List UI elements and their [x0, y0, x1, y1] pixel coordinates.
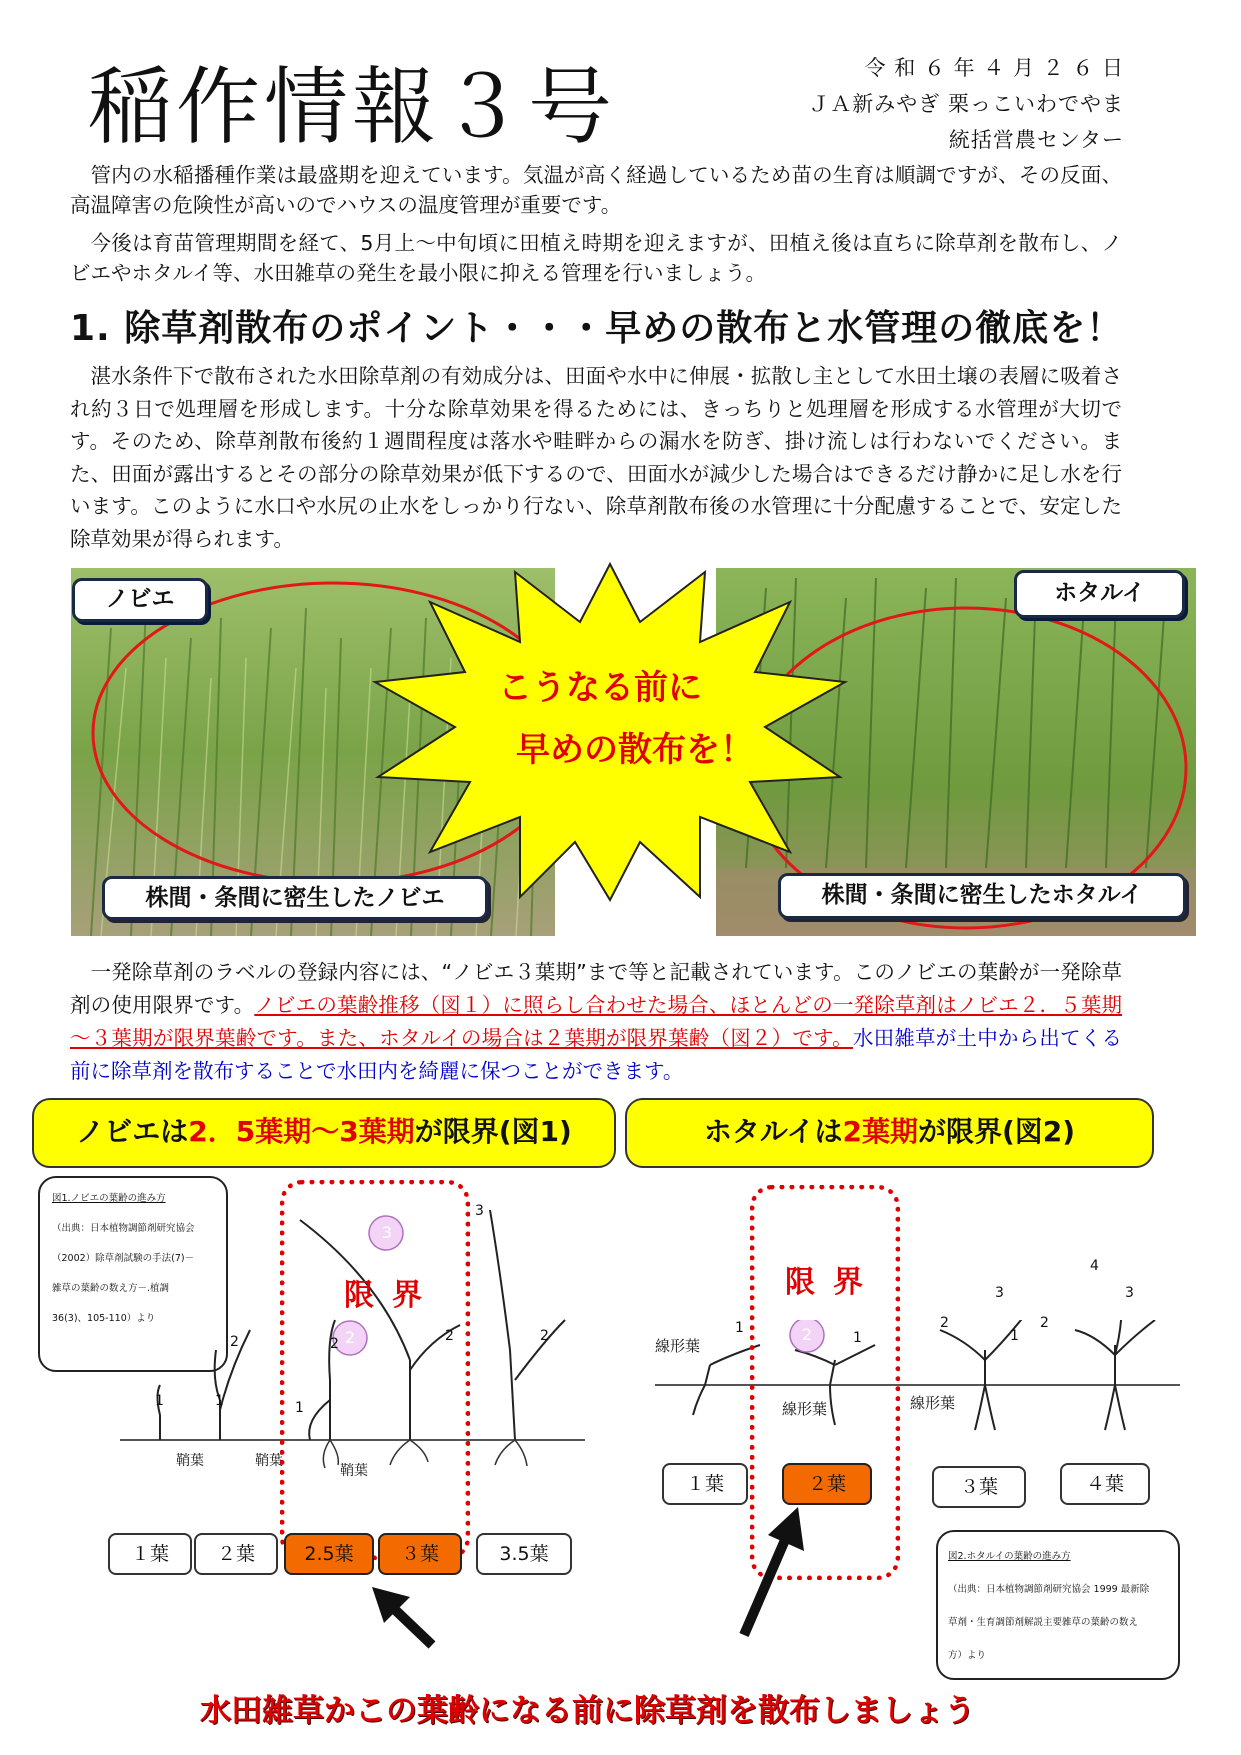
hotarui-callout-a: ホタルイは — [703, 1115, 843, 1148]
fig2-circle-2: 2 — [801, 1325, 813, 1344]
fig2-stage-2: ２葉 — [782, 1463, 872, 1505]
fig2-num-f: 2 — [1040, 1315, 1049, 1331]
burst-text-1: こうなる前に — [498, 668, 702, 708]
hotarui-limit-callout — [625, 1098, 1154, 1168]
burst-text-2: 早めの散布を！ — [516, 730, 754, 770]
fig2-cite-line2: 草剤・生育調節剤解説主要雑草の葉齢の数え — [948, 1617, 1139, 1628]
hotarui-leaf-stage-illustration — [655, 1320, 1185, 1440]
fig1-limit-frame — [280, 1180, 470, 1560]
fig2-num-c: 2 — [940, 1315, 949, 1331]
fig1-stage-3: ３葉 — [378, 1533, 462, 1575]
fig1-sheath-2: 鞘葉 — [255, 1453, 283, 1469]
fig1-arrow-icon — [370, 1585, 450, 1655]
limit-text-black: 一発除草剤のラベルの登録内容には、“ノビエ３葉期”まで等と記載されています。このノビエの葉齢が一発除草剤の使用限界です。 — [70, 960, 1122, 1017]
fig2-arrow-icon — [730, 1505, 810, 1645]
fig1-num-h: 2 — [540, 1328, 549, 1344]
section-heading: 1. 除草剤散布のポイント・・・早めの散布と水管理の徹底を！ — [70, 308, 1124, 349]
fig2-num-e: 3 — [995, 1285, 1004, 1301]
intro-paragraph-2: 今後は育苗管理期間を経て、5月上～中旬頃に田植え時期を迎えますが、田植え後は直ちに除草剤を散布し、ノビエやホタルイ等、水田雑草の発生を最小限に抑える管理を行いましょう。 — [70, 231, 1122, 285]
fig2-linear-leaf-2: 線形葉 — [782, 1400, 828, 1418]
fig1-cite-line2: （2002）除草剤試験の手法(7)－ — [52, 1253, 195, 1264]
nobie-tag: ノビエ — [72, 578, 208, 622]
fig1-num-g: 3 — [475, 1203, 484, 1219]
fig1-stage-3-5: 3.5葉 — [476, 1533, 572, 1575]
fig1-num-c: 2 — [230, 1334, 239, 1350]
nobie-callout-a: ノビエは — [76, 1115, 189, 1148]
fig1-stage-2-5: 2.5葉 — [284, 1533, 374, 1575]
intro-paragraph-1: 管内の水稲播種作業は最盛期を迎えています。気温が高く経過しているため苗の生育は順調ですが、その反面、高温障害の危険性が高いのでハウスの温度管理が重要です。 — [70, 163, 1122, 217]
fig2-num-b: 1 — [853, 1330, 862, 1346]
fig2-linear-leaf-1: 線形葉 — [655, 1337, 701, 1355]
fig2-stage-3: ３葉 — [932, 1466, 1026, 1508]
fig1-stage-1: １葉 — [108, 1533, 192, 1575]
fig1-cite-line1: （出典：日本植物調節剤研究協会 — [52, 1223, 195, 1234]
fig2-stage-1: １葉 — [662, 1463, 748, 1505]
hotarui-callout-b: が限界(図2) — [918, 1115, 1076, 1148]
fig2-linear-leaf-3: 線形葉 — [910, 1394, 956, 1412]
fig2-num-d: 1 — [1010, 1328, 1019, 1344]
limit-text-blue: 水田雑草が土中から出てくる前に除草剤を散布することで水田内を綺麗に保つことができます。 — [70, 1026, 1122, 1083]
fig1-cite-line3: 雑草の葉齢の数え方－.植調 — [52, 1283, 170, 1294]
page-title: 稲作情報３号 — [88, 58, 617, 156]
nobie-caption: 株間・条間に密生したノビエ — [102, 876, 488, 920]
fig1-stage-2: ２葉 — [194, 1533, 278, 1575]
footer-message: 水田雑草かこの葉齢になる前に除草剤を散布しましょう — [200, 1693, 975, 1729]
hotarui-tag: ホタルイ — [1014, 570, 1185, 618]
fig2-num-h: 3 — [1125, 1285, 1134, 1301]
fig1-sheath-1: 鞘葉 — [176, 1453, 204, 1469]
fig2-cite-line3: 方）より — [948, 1650, 987, 1661]
fig2-citation — [936, 1530, 1180, 1680]
nobie-callout-b: が限界(図1) — [414, 1115, 572, 1148]
limit-text-red: ノビエの葉齢推移（図１）に照らし合わせた場合、ほとんどの一発除草剤はノビエ２．５葉期～３葉期が限界葉齢です。また、ホタルイの場合は２葉期が限界葉齢（図２）です。 — [70, 993, 1122, 1050]
organization-name: ＪＡ新みやぎ 栗っこいわでやま — [808, 92, 1124, 116]
fig2-stage-4: ４葉 — [1060, 1463, 1150, 1505]
hotarui-callout-red: 2葉期 — [842, 1115, 918, 1148]
organization-center: 統括営農センター — [948, 128, 1124, 152]
fig1-num-b: 1 — [215, 1393, 224, 1409]
fig1-circle-3: 3 — [381, 1223, 393, 1242]
fig2-num-g: 4 — [1090, 1258, 1099, 1274]
section-body: 湛水条件下で散布された水田除草剤の有効成分は、田面や水中に伸展・拡散し主として水田土壌の表層に吸着され約３日で処理層を形成します。十分な除草効果を得るためには、きっちりと処理層を形成する水管理が大切です。そのため、除草剤散布後約１週間程度は落水や畦畔からの漏水を防ぎ、掛け流しは行わないでください。また、田面が露出するとその部分の除草効果が低下するので、田面水が減少した場合はできるだけ静かに足し水を行います。このように水口や水尻の止水をしっかり行ない、除草剤散布後の水管理に十分配慮することで、安定した除草効果が得られます。 — [70, 364, 1122, 551]
fig2-num-a: 1 — [735, 1320, 744, 1336]
fig2-cite-line1: （出典：日本植物調節剤研究協会 1999 最新除 — [948, 1584, 1150, 1595]
issue-date: 令 和 ６ 年 ４ 月 ２ ６ 日 — [864, 56, 1124, 80]
limit-paragraph — [70, 956, 1122, 1088]
fig1-cite-line4: 36(3)、105-110）より — [52, 1313, 156, 1324]
fig1-circle-2: 2 — [344, 1328, 356, 1347]
fig1-limit-label: 限界 — [344, 1278, 440, 1313]
fig1-sheath-3: 鞘葉 — [340, 1463, 368, 1479]
nobie-limit-callout — [32, 1098, 616, 1168]
fig2-cite-title: 図2.ホタルイの葉齢の進み方 — [948, 1551, 1071, 1562]
fig2-limit-label: 限界 — [785, 1265, 881, 1300]
hotarui-caption: 株間・条間に密生したホタルイ — [778, 873, 1186, 919]
fig1-num-e: 2 — [330, 1336, 339, 1352]
fig1-cite-title: 図1.ノビエの葉齢の進み方 — [52, 1193, 166, 1204]
fig1-num-a: 1 — [155, 1393, 164, 1409]
fig1-num-f: 2 — [445, 1328, 454, 1344]
nobie-callout-red: 2．5葉期～3葉期 — [188, 1115, 415, 1148]
fig1-num-d: 1 — [295, 1400, 304, 1416]
